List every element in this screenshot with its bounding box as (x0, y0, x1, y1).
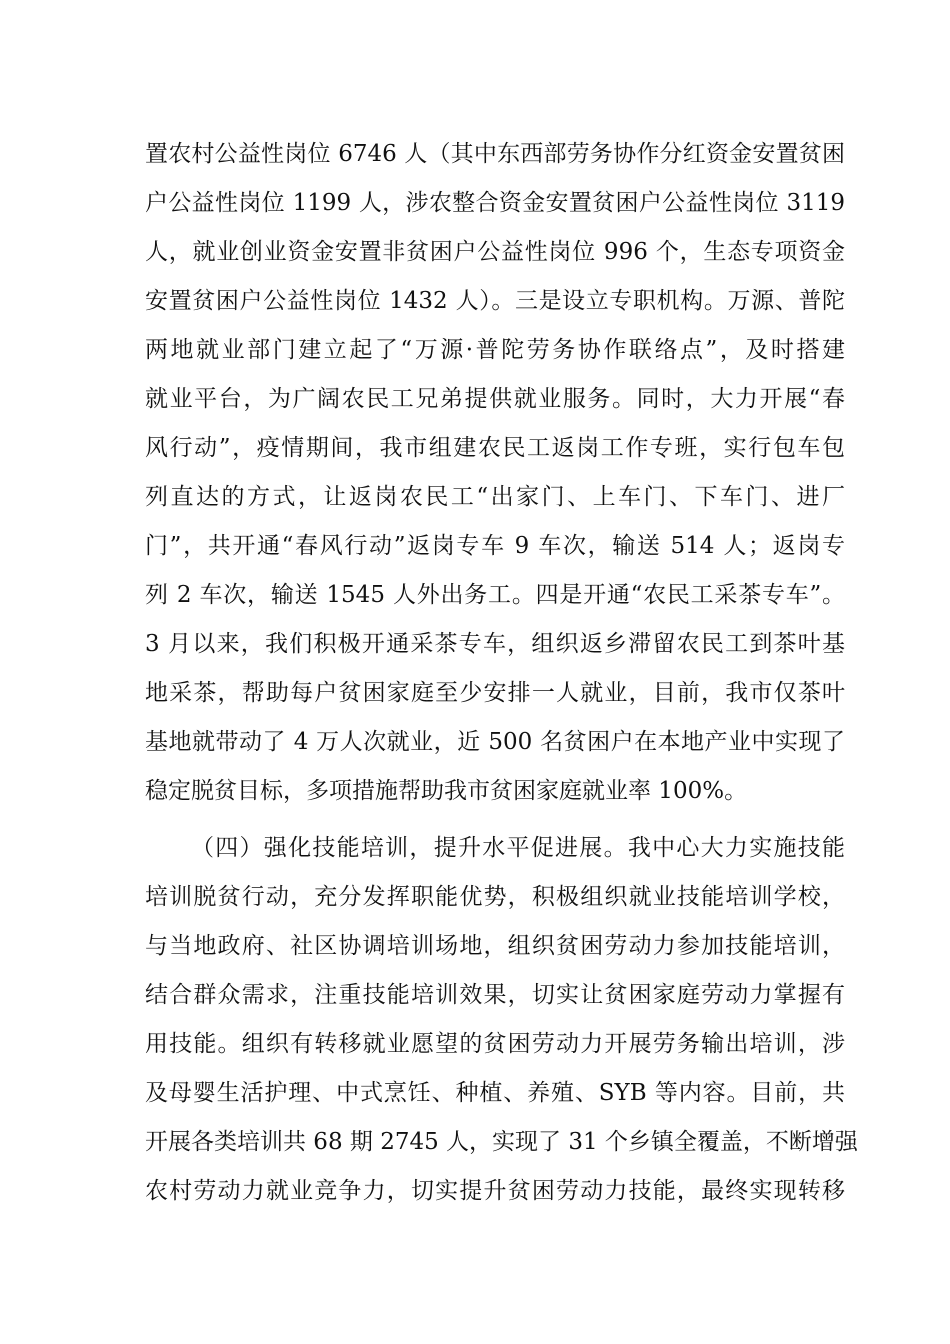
text-line: 安置贫困户公益性岗位 1432 人）。三是设立专职机构。万源、普陀 (145, 288, 845, 314)
text-line: 地采茶，帮助每户贫困家庭至少安排一人就业，目前，我市仅茶叶 (145, 680, 845, 706)
text-line: 稳定脱贫目标，多项措施帮助我市贫困家庭就业率 100%。 (145, 778, 748, 804)
paragraph-gap (145, 816, 845, 824)
text-line: 列 2 车次，输送 1545 人外出务工。四是开通“农民工采茶专车”。 (145, 582, 845, 608)
text-line: 就业平台，为广阔农民工兄弟提供就业服务。同时，大力开展“春 (145, 386, 845, 412)
text-line: 基地就带动了 4 万人次就业，近 500 名贫困户在本地产业中实现了 (145, 729, 845, 755)
text-line: 门”，共开通“春风行动”返岗专车 9 车次，输送 514 人；返岗专 (145, 533, 845, 559)
text-line: 培训脱贫行动，充分发挥职能优势，积极组织就业技能培训学校， (145, 884, 845, 910)
text-line: 与当地政府、社区协调培训场地，组织贫困劳动力参加技能培训， (145, 933, 845, 959)
text-line: 结合群众需求，注重技能培训效果，切实让贫困家庭劳动力掌握有 (145, 982, 845, 1008)
text-line: 农村劳动力就业竞争力，切实提升贫困劳动力技能，最终实现转移 (145, 1178, 845, 1204)
text-line: 及母婴生活护理、中式烹饪、种植、养殖、SYB 等内容。目前，共 (145, 1080, 845, 1106)
paragraph-2 (145, 824, 858, 1216)
text-line: 两地就业部门建立起了“万源·普陀劳务协作联络点”，及时搭建 (145, 337, 845, 363)
body-text (145, 130, 858, 1216)
text-line: 户公益性岗位 1199 人，涉农整合资金安置贫困户公益性岗位 3119 (145, 190, 845, 216)
text-line: 置农村公益性岗位 6746 人（其中东西部劳务协作分红资金安置贫困 (145, 141, 845, 167)
text-line: 用技能。组织有转移就业愿望的贫困劳动力开展劳务输出培训，涉 (145, 1031, 845, 1057)
text-line: 人，就业创业资金安置非贫困户公益性岗位 996 个，生态专项资金 (145, 239, 845, 265)
text-line: 风行动”，疫情期间，我市组建农民工返岗工作专班，实行包车包 (145, 435, 845, 461)
text-line: 列直达的方式，让返岗农民工“出家门、上车门、下车门、进厂 (145, 484, 845, 510)
paragraph-1 (145, 130, 845, 816)
text-line: 3 月以来，我们积极开通采茶专车，组织返乡滞留农民工到茶叶基 (145, 631, 845, 657)
section-heading-line: （四）强化技能培训，提升水平促进展。我中心大力实施技能 (191, 835, 845, 861)
text-line: 开展各类培训共 68 期 2745 人，实现了 31 个乡镇全覆盖，不断增强 (145, 1129, 858, 1155)
